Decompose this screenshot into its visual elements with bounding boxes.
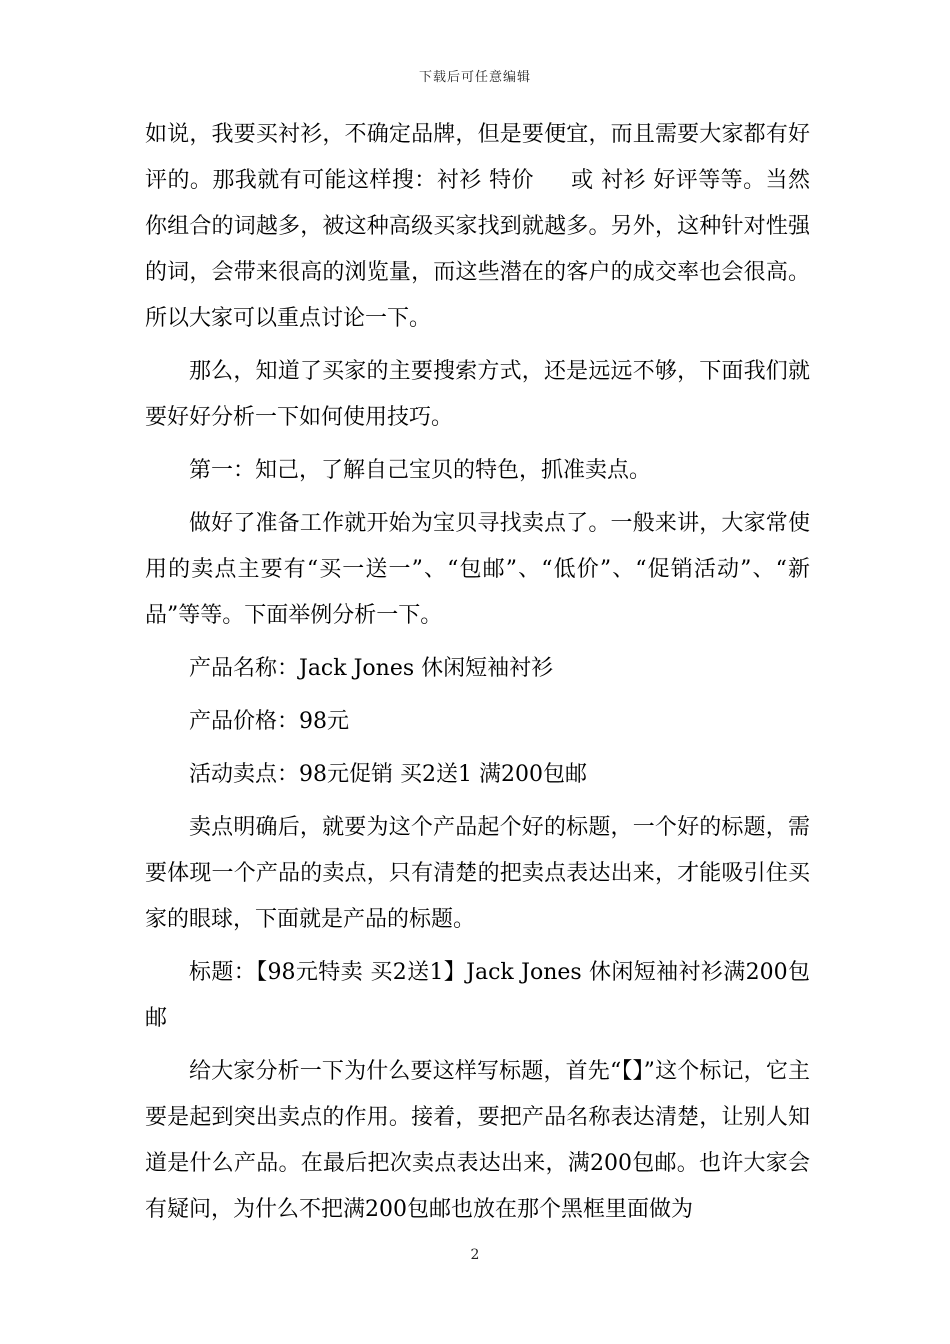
paragraph-product-name: 产品名称：Jack Jones 休闲短袖衬衫 bbox=[189, 656, 554, 681]
paragraph-step-one-heading: 第一：知己，了解自己宝贝的特色，抓准卖点。 bbox=[189, 458, 652, 483]
page-header: 下载后可任意编辑 bbox=[418, 70, 531, 85]
paragraph-example-title: 标题：【98元特卖 买2送1】Jack Jones 休闲短袖衬衫满200包邮 bbox=[145, 960, 810, 1031]
paragraph-search-methods: 那么，知道了买家的主要搜索方式，还是远远不够，下面我们就要好好分析一下如何使用技巧。 bbox=[145, 359, 810, 430]
page-number: 2 bbox=[470, 1247, 480, 1263]
document-body bbox=[145, 112, 810, 1240]
paragraph-product-price: 产品价格：98元 bbox=[189, 709, 349, 734]
paragraph-promotion: 活动卖点：98元促销 买2送1 满200包邮 bbox=[189, 762, 587, 787]
paragraph-intro: 如说，我要买衬衫，不确定品牌，但是要便宜，而且需要大家都有好评的。那我就有可能这样搜：衬衫 特价 或 衬衫 好评等等。当然你组合的词越多，被这种高级买家找到就越多。另外，这种针对性强的词，会带来很高的浏览量，而这些潜在的客户的成交率也会很高。所以大家可以重点讨论一下。 bbox=[145, 122, 810, 331]
paragraph-title-analysis: 给大家分析一下为什么要这样写标题，首先“【】”这个标记，它主要是起到突出卖点的作用。接着，要把产品名称表达清楚，让别人知道是什么产品。在最后把次卖点表达出来，满200包邮。也许大家会有疑问，为什么不把满200包邮也放在那个黑框里面做为 bbox=[145, 1059, 810, 1222]
paragraph-title-advice: 卖点明确后，就要为这个产品起个好的标题，一个好的标题，需要体现一个产品的卖点，只有清楚的把卖点表达出来，才能吸引住买家的眼球，下面就是产品的标题。 bbox=[145, 815, 810, 932]
paragraph-selling-points: 做好了准备工作就开始为宝贝寻找卖点了。一般来讲，大家常使用的卖点主要有“买一送一”、“包邮”、“低价”、“促销活动”、“新品”等等。下面举例分析一下。 bbox=[145, 511, 810, 628]
